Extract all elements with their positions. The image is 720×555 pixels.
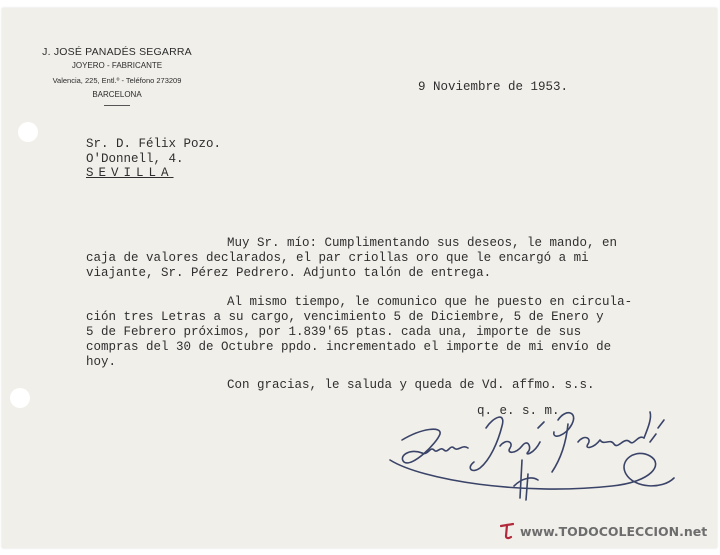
watermark-text: www.TODOCOLECCION.net <box>520 523 708 539</box>
paragraph-1-line-1: Muy Sr. mío: Cumplimentando sus deseos, le mando, en <box>227 236 618 250</box>
punch-hole-bottom <box>10 388 30 408</box>
letterhead-subtitle: JOYERO - FABRICANTE <box>71 61 163 70</box>
paragraph-2-line-5: hoy. <box>86 355 117 369</box>
watermark <box>500 522 707 540</box>
recipient-city: SEVILLA <box>86 166 174 180</box>
recipient-street: O'Donnell, 4. <box>86 152 184 166</box>
letterhead-name: J. JOSÉ PANADÉS SEGARRA <box>42 46 192 58</box>
punch-hole-top <box>18 122 38 142</box>
paragraph-2-line-4: compras del 30 de Octubre ppdo. incrementado el importe de mi envío de <box>86 340 612 354</box>
qesm-line: q. e. s. m. <box>477 404 560 418</box>
letter-date: 9 Noviembre de 1953. <box>418 80 569 94</box>
paragraph-2-line-2: ción tres Letras a su cargo, vencimiento 5 de Diciembre, 5 de Enero y <box>86 310 604 324</box>
letterhead-city: BARCELONA <box>92 90 142 99</box>
paragraph-1-line-3: viajante, Sr. Pérez Pedrero. Adjunto talón de entrega. <box>86 266 492 280</box>
paragraph-2-line-3: 5 de Febrero próximos, por 1.839'65 ptas. cada una, importe de sus <box>86 325 582 339</box>
todocoleccion-logo-icon <box>500 522 514 540</box>
letterhead-address: Valencia, 225, Entl.º - Teléfono 273209 <box>52 76 182 85</box>
closing-line: Con gracias, le saluda y queda de Vd. affmo. s.s. <box>227 378 595 392</box>
paragraph-2-line-1: Al mismo tiempo, le comunico que he puesto en circula- <box>227 295 633 309</box>
recipient-name: Sr. D. Félix Pozo. <box>86 137 222 151</box>
letterhead-rule <box>104 105 130 106</box>
paragraph-1-line-2: caja de valores declarados, el par criollas oro que le encargó a mi <box>86 251 589 265</box>
handwritten-signature <box>382 398 682 513</box>
letterhead <box>22 46 212 106</box>
